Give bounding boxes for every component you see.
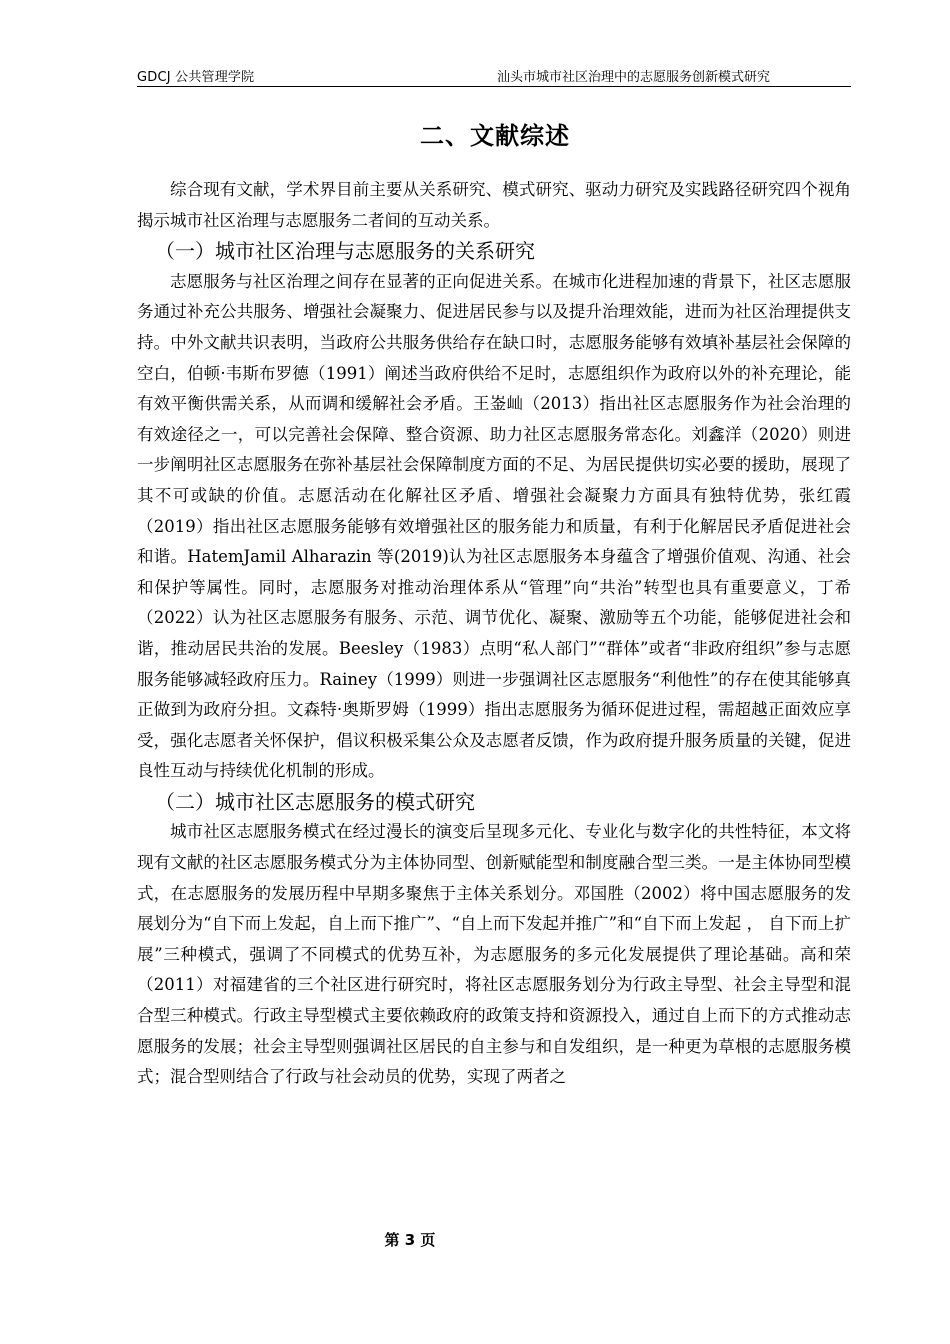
intro-paragraph: 综合现有文献，学术界目前主要从关系研究、模式研究、驱动力研究及实践路径研究四个视角揭示城市社区治理与志愿服务二者间的互动关系。	[137, 180, 851, 230]
section-paragraph-2: 城市社区志愿服务模式在经过漫长的演变后呈现多元化、专业化与数字化的共性特征，本文将现有文献的社区志愿服务模式分为主体协同型、创新赋能型和制度融合型三类。一是主体协同型模式，在志愿服务的发展历程中早期多聚焦于主体关系划分。邓国胜（2002）将中国志愿服务的发展划分为“自下而上发起，自上而下推广”、“自上而下发起并推广”和“自下而上发起 ， 自下而上扩展”三种模式，强调了不同模式的优势互补，为志愿服务的多元化发展提供了理论基础。高和荣（2011）对福建省的三个社区进行研究时，将社区志愿服务划分为行政主导型、社会主导型和混合型三种模式。行政主导型模式主要依赖政府的政策支持和资源投入，通过自上而下的方式推动志愿服务的发展；社会主导型则强调社区居民的自主参与和自发组织，是一种更为草根的志愿服务模式；混合型则结合了行政与社会动员的优势，实现了两者之	[137, 822, 851, 1087]
running-header-left: GDCJ 公共管理学院	[137, 70, 255, 85]
page-number: 第 3 页	[384, 1231, 436, 1249]
section-heading-2: （二）城市社区志愿服务的模式研究	[155, 789, 475, 814]
body-text	[137, 175, 851, 1093]
header-divider	[137, 86, 851, 87]
section-paragraph-1: 志愿服务与社区治理之间存在显著的正向促进关系。在城市化进程加速的背景下，社区志愿服务通过补充公共服务、增强社会凝聚力、促进居民参与以及提升治理效能，进而为社区治理提供支持。中外文献共识表明，当政府公共服务供给存在缺口时，志愿服务能够有效填补基层社会保障的空白，伯顿·韦斯布罗德（1991）阐述当政府供给不足时，志愿组织作为政府以外的补充理论，能有效平衡供需关系，从而调和缓解社会矛盾。王崟屾（2013）指出社区志愿服务作为社会治理的有效途径之一，可以完善社会保障、整合资源、助力社区志愿服务常态化。刘鑫洋（2020）则进一步阐明社区志愿服务在弥补基层社会保障制度方面的不足、为居民提供切实必要的援助，展现了其不可或缺的价值。志愿活动在化解社区矛盾、增强社会凝聚力方面具有独特优势，张红霞（2019）指出社区志愿服务能够有效增强社区的服务能力和质量，有利于化解居民矛盾促进社会和谐。HatemJamil Alharazin 等(2019)认为社区志愿服务本身蕴含了增强价值观、沟通、社会和保护等属性。同时，志愿服务对推动治理体系从“管理”向“共治”转型也具有重要意义，丁希（2022）认为社区志愿服务有服务、示范、调节优化、凝聚、激励等五个功能，能够促进社会和谐，推动居民共治的发展。Beesley（1983）点明“私人部门”“群体”或者“非政府组织”参与志愿服务能够减轻政府压力。Rainey（1999）则进一步强调社区志愿服务“利他性”的存在使其能够真正做到为政府分担。文森特·奥斯罗姆（1999）指出志愿服务为循环促进过程，需超越正面效应享受，强化志愿者关怀保护，倡议积极采集公众及志愿者反馈，作为政府提升服务质量的关键，促进良性互动与持续优化机制的形成。	[137, 271, 851, 781]
section-heading-1: （一）城市社区治理与志愿服务的关系研究	[155, 239, 535, 264]
running-header-right: 汕头市城市社区治理中的志愿服务创新模式研究	[496, 70, 770, 85]
chapter-title: 二、文献综述	[420, 122, 570, 150]
